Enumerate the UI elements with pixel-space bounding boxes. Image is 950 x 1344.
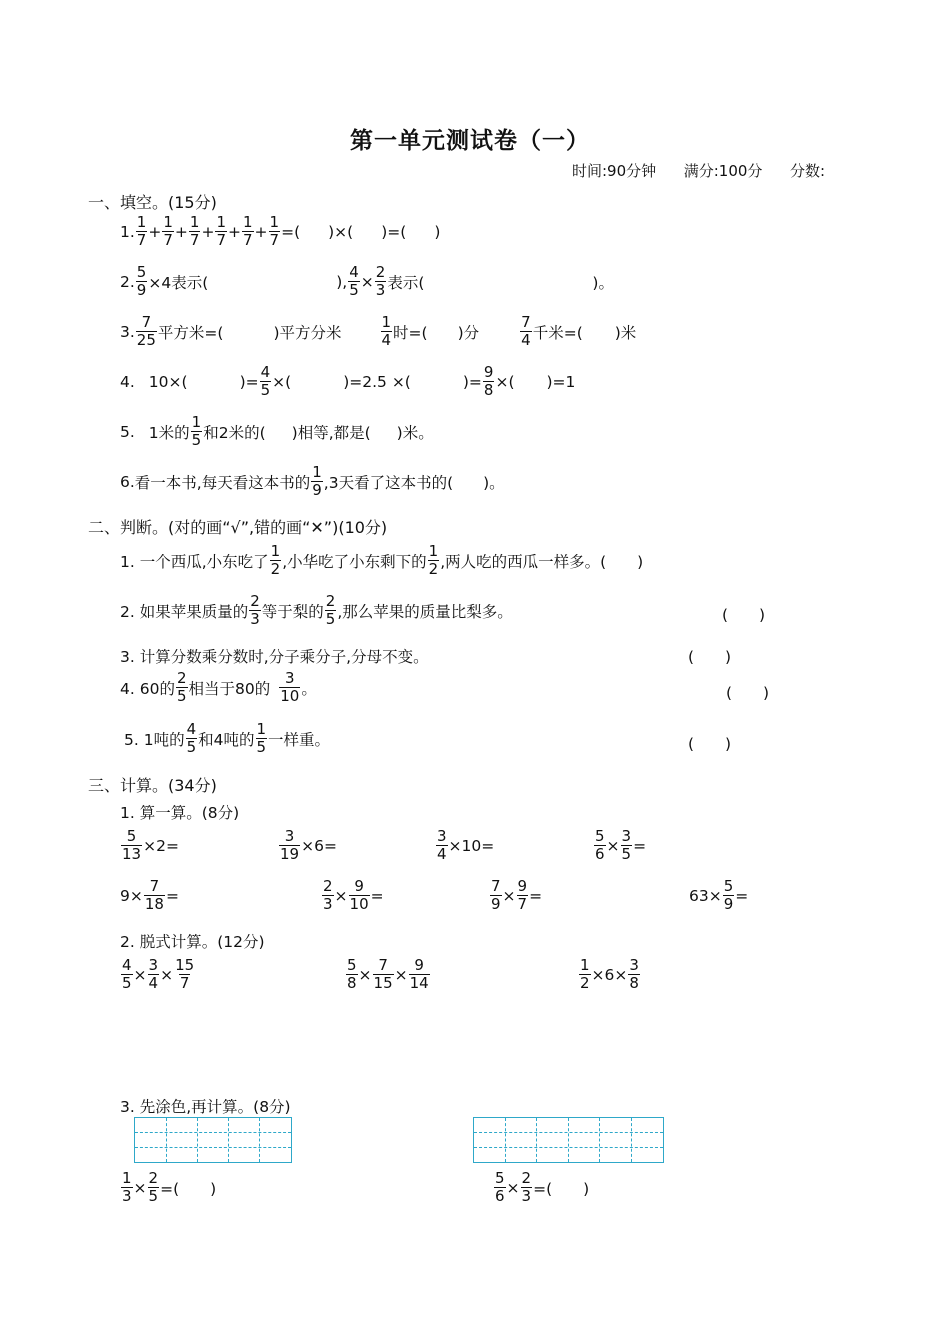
fraction: $\frac{9}{8}$ xyxy=(483,363,494,399)
calc-item: $\frac{4}{5}$ × $\frac{3}{4}$ × $\frac{15}{7}$ xyxy=(122,956,195,992)
fraction: $\frac{5}{6}$ xyxy=(595,827,605,863)
s1-question-1: 1. $\frac{1}{7}$ + $\frac{1}{7}$ + $\frac{1}{7}$ + $\frac{1}{7}$ + $\frac{1}{7}$ + $\frac{1}{7}$ =( )×( )=( ) xyxy=(120,213,441,249)
fraction: $\frac{4}{5}$ xyxy=(260,363,271,399)
fraction: $\frac{9}{14}$ xyxy=(409,956,429,992)
s1-question-2: 2. $\frac{5}{9}$ ×4表示( ), $\frac{4}{5}$ × $\frac{2}{3}$ 表示( )。 xyxy=(120,263,614,299)
fraction: $\frac{1}{2}$ xyxy=(270,542,281,578)
fraction: $\frac{1}{7}$ xyxy=(189,213,200,249)
fraction: $\frac{1}{7}$ xyxy=(163,213,173,249)
answer-paren[interactable]: =( ) xyxy=(533,1179,590,1198)
calc-item: $\frac{3}{19}$ ×6= xyxy=(280,827,337,863)
fraction: $\frac{3}{10}$ xyxy=(280,669,300,705)
fraction: $\frac{3}{4}$ xyxy=(437,827,447,863)
fraction: $\frac{2}{3}$ xyxy=(521,1169,532,1205)
answer-paren[interactable]: ( ) xyxy=(688,735,732,753)
answer-paren[interactable]: ( ) xyxy=(726,684,770,702)
fraction: $\frac{15}{7}$ xyxy=(175,956,195,992)
s1-question-3: 3. $\frac{7}{25}$ 平方米=( )平方分米 $\frac{1}{4}$ 时=( )分 $\frac{7}{4}$ 千米=( )米 xyxy=(120,313,637,349)
fraction: $\frac{9}{7}$ xyxy=(517,877,528,913)
answer-paren[interactable]: ( ) xyxy=(600,552,644,571)
fraction: $\frac{5}{6}$ xyxy=(495,1169,505,1205)
fraction: $\frac{5}{9}$ xyxy=(136,263,147,299)
subsection-1-heading: 1. 算一算。(8分) xyxy=(120,804,240,822)
subsection-3-heading: 3. 先涂色,再计算。(8分) xyxy=(120,1098,291,1116)
fraction: $\frac{5}{8}$ xyxy=(347,956,357,992)
s2-question-5: 5. 1吨的 $\frac{4}{5}$ 和4吨的 $\frac{1}{5}$ 一样重。 xyxy=(124,720,331,756)
exam-info xyxy=(572,160,825,181)
calc-item: $\frac{5}{8}$ × $\frac{7}{15}$ × $\frac{9}{14}$ xyxy=(347,956,429,992)
fraction: $\frac{1}{2}$ xyxy=(580,956,590,992)
section-2-heading: 二、判断。(对的画“√”,错的画“✕”)(10分) xyxy=(88,518,388,537)
fraction: $\frac{7}{4}$ xyxy=(521,313,531,349)
fraction: $\frac{2}{5}$ xyxy=(176,669,187,705)
fraction: $\frac{1}{5}$ xyxy=(256,720,267,756)
time-limit: 时间:90分钟 xyxy=(572,162,657,180)
calc-item: $\frac{5}{6}$ × $\frac{3}{5}$ = xyxy=(595,827,647,863)
fraction: $\frac{1}{4}$ xyxy=(381,313,392,349)
s2-question-1: 1. 一个西瓜,小东吃了 $\frac{1}{2}$ ,小华吃了小东剩下的 $\frac{1}{2}$ ,两人吃的西瓜一样多。 ( ) xyxy=(120,542,644,578)
fraction: $\frac{9}{10}$ xyxy=(349,877,369,913)
s2-question-2: 2. 如果苹果质量的 $\frac{2}{3}$ 等于梨的 $\frac{2}{5}$ ,那么苹果的质量比梨多。 xyxy=(120,592,513,628)
fraction: $\frac{1}{7}$ xyxy=(269,213,280,249)
fraction: $\frac{7}{18}$ xyxy=(144,877,164,913)
coloring-grid[interactable] xyxy=(134,1117,292,1163)
section-3-heading: 三、计算。(34分) xyxy=(88,776,217,795)
fraction: $\frac{1}{7}$ xyxy=(136,213,147,249)
fraction: $\frac{3}{8}$ xyxy=(629,956,639,992)
fraction: $\frac{4}{5}$ xyxy=(122,956,132,992)
calc-item: $\frac{5}{6}$ × $\frac{2}{3}$ =( ) xyxy=(495,1169,590,1205)
answer-paren[interactable]: ( ) xyxy=(688,648,732,666)
fraction: $\frac{2}{3}$ xyxy=(375,263,386,299)
fraction: $\frac{2}{3}$ xyxy=(323,877,333,913)
fraction: $\frac{1}{7}$ xyxy=(216,213,226,249)
fraction: $\frac{3}{5}$ xyxy=(621,827,632,863)
s1-question-6: 6. 看一本书,每天看这本书的 $\frac{1}{9}$ ,3天看了这本书的( )。 xyxy=(120,463,505,499)
coloring-grid[interactable] xyxy=(473,1117,664,1163)
s2-question-4: 4. 60的 $\frac{2}{5}$ 相当于80的 $\frac{3}{10}$ 。 xyxy=(120,669,317,705)
section-1-heading: 一、填空。(15分) xyxy=(88,193,217,212)
fraction: $\frac{7}{25}$ xyxy=(136,313,156,349)
fraction: $\frac{7}{9}$ xyxy=(491,877,501,913)
s2-question-3: 3. 计算分数乘分数时,分子乘分子,分母不变。 xyxy=(120,648,429,666)
calc-item: $\frac{1}{3}$ × $\frac{2}{5}$ =( ) xyxy=(122,1169,217,1205)
score-field[interactable]: 分数: xyxy=(789,162,826,180)
s1-question-4: 4. 10×( )= $\frac{4}{5}$ ×( )=2.5 ×( )= $\frac{9}{8}$ ×( )=1 xyxy=(120,363,576,399)
full-score: 满分:100分 xyxy=(683,162,763,180)
calc-item: $\frac{2}{3}$ × $\frac{9}{10}$ = xyxy=(323,877,384,913)
fraction: $\frac{1}{3}$ xyxy=(122,1169,132,1205)
fraction: $\frac{2}{5}$ xyxy=(148,1169,159,1205)
fraction: $\frac{5}{13}$ xyxy=(122,827,142,863)
fraction: $\frac{2}{5}$ xyxy=(325,592,336,628)
calc-item: $\frac{5}{13}$ ×2= xyxy=(122,827,179,863)
fraction: $\frac{3}{19}$ xyxy=(280,827,300,863)
fraction: $\frac{7}{15}$ xyxy=(373,956,393,992)
calc-item: $\frac{1}{2}$ × 6 × $\frac{3}{8}$ xyxy=(580,956,639,992)
fraction: $\frac{4}{5}$ xyxy=(349,263,359,299)
page-title: 第一单元测试卷（一） xyxy=(350,127,590,154)
calc-item: 63× $\frac{5}{9}$ = xyxy=(689,877,749,913)
calc-item: $\frac{3}{4}$ ×10= xyxy=(437,827,495,863)
fraction: $\frac{1}{5}$ xyxy=(191,413,202,449)
fraction: $\frac{1}{7}$ xyxy=(242,213,253,249)
fraction: $\frac{3}{4}$ xyxy=(148,956,159,992)
answer-paren[interactable]: ( ) xyxy=(722,606,766,624)
fraction: $\frac{2}{3}$ xyxy=(250,592,260,628)
subsection-2-heading: 2. 脱式计算。(12分) xyxy=(120,933,265,951)
fraction: $\frac{1}{9}$ xyxy=(312,463,322,499)
fraction: $\frac{4}{5}$ xyxy=(186,720,197,756)
calc-item: $\frac{7}{9}$ × $\frac{9}{7}$ = xyxy=(491,877,543,913)
calc-item: 9× $\frac{7}{18}$ = xyxy=(120,877,179,913)
answer-paren[interactable]: =( ) xyxy=(160,1179,217,1198)
fraction: $\frac{5}{9}$ xyxy=(723,877,734,913)
s1-question-5: 5. 1米的 $\frac{1}{5}$ 和2米的( )相等,都是( )米。 xyxy=(120,413,434,449)
fraction: $\frac{1}{2}$ xyxy=(428,542,439,578)
